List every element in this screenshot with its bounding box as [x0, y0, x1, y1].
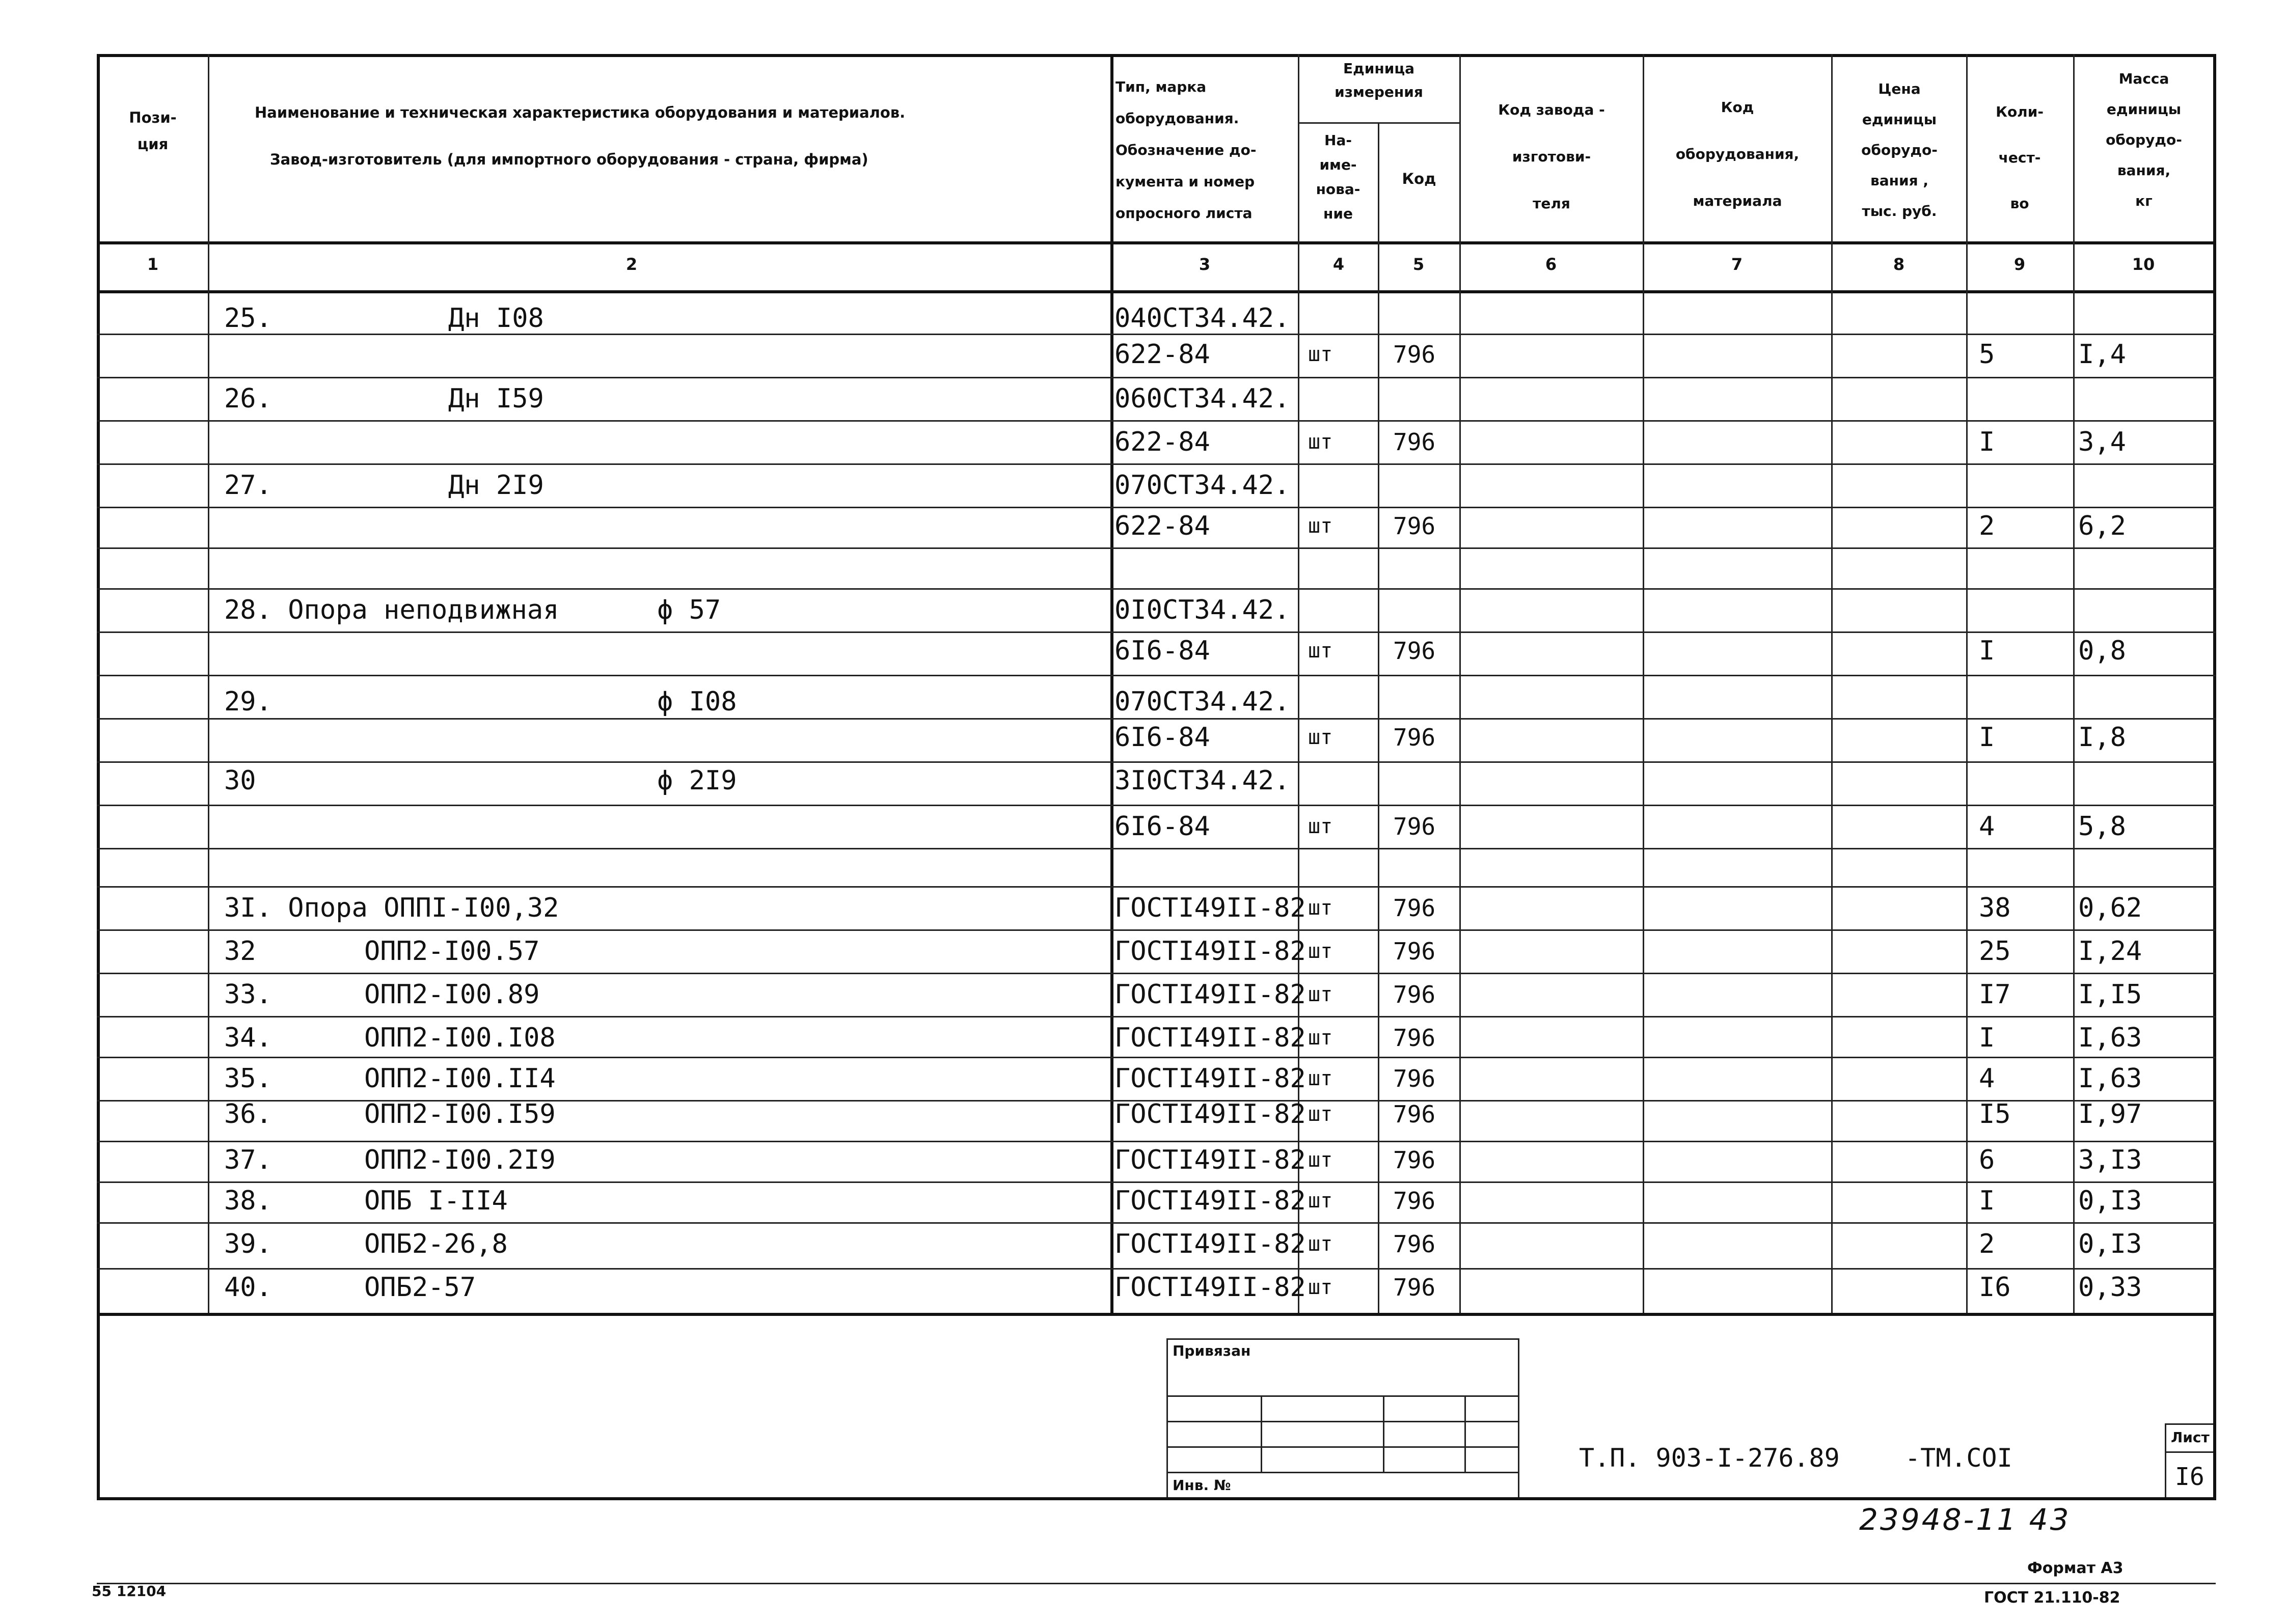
header-col3: Тип, марка оборудования. Обозначение до- кумента и номер опросного листа: [1115, 78, 1257, 222]
row-unit-code: 796: [1393, 1230, 1436, 1258]
row-unit-code: 796: [1393, 1100, 1436, 1128]
row-mass: 3,I3: [2078, 1145, 2142, 1175]
row-name-detail: ОПП2-I00.2I9: [364, 1145, 556, 1175]
inventory-label: Инв. №: [1173, 1477, 1231, 1494]
format-label: Формат А3: [2027, 1559, 2124, 1577]
row-unit: шт: [1308, 726, 1333, 749]
row-unit-code: 796: [1393, 981, 1436, 1008]
header-col4: На- име- нова- ние: [1316, 132, 1360, 222]
row-name-detail: ОПБ2-57: [364, 1272, 476, 1303]
row-unit: шт: [1308, 343, 1333, 366]
row-name: 29.: [224, 686, 272, 717]
row-quantity: I: [1979, 1186, 1995, 1216]
row-quantity: 25: [1979, 936, 2011, 967]
row-name: 27.: [224, 470, 272, 501]
header-col5: Код: [1402, 170, 1436, 187]
document-suffix: -ТМ.COI: [1905, 1443, 2012, 1473]
col-number: 10: [2132, 255, 2155, 274]
row-document: ГОСТI49II-82: [1114, 1063, 1306, 1094]
row-unit: шт: [1308, 940, 1333, 963]
row-document: ГОСТI49II-82: [1114, 1145, 1306, 1175]
row-name: 37.: [224, 1145, 272, 1175]
row-quantity: I: [1979, 636, 1995, 666]
row-name-detail: ОПБ I-II4: [364, 1186, 508, 1216]
row-unit-code: 796: [1393, 1274, 1436, 1301]
row-quantity: 38: [1979, 893, 2011, 923]
row-document: ГОСТI49II-82: [1114, 1023, 1306, 1053]
row-unit: шт: [1308, 639, 1333, 663]
col-number: 7: [1731, 255, 1743, 274]
row-mass: I,24: [2078, 936, 2142, 967]
row-document: ГОСТI49II-82: [1114, 979, 1306, 1010]
row-name: 25.: [224, 303, 272, 334]
header-col2: Наименование и техническая характеристика оборудования и материалов. Завод-изготовитель (для импортного оборудования - страна, фирма): [255, 104, 906, 168]
row-name: 26.: [224, 383, 272, 414]
row-name: 38.: [224, 1186, 272, 1216]
row-name: 32: [224, 936, 256, 967]
row-name: 35.: [224, 1063, 272, 1094]
row-document: 622-84: [1114, 339, 1210, 370]
row-name: 30: [224, 765, 256, 796]
row-unit-code: 796: [1393, 1065, 1436, 1092]
document-code: Т.П. 903-I-276.89: [1579, 1443, 1840, 1473]
row-unit: шт: [1308, 1189, 1333, 1213]
row-mass: 0,I3: [2078, 1229, 2142, 1259]
row-name-detail: ϕ 57: [657, 595, 721, 625]
row-unit-code: 796: [1393, 341, 1436, 368]
row-mass: I,63: [2078, 1063, 2142, 1094]
row-quantity: 6: [1979, 1145, 1995, 1175]
header-col10: Масса единицы оборудо- вания, кг: [2106, 70, 2182, 209]
header-col1: Пози- ция: [129, 109, 177, 153]
row-document: 070СТ34.42.: [1114, 470, 1290, 501]
row-document: 040СТ34.42.: [1114, 303, 1290, 334]
header-col8: Цена единицы оборудо- вания , тыс. руб.: [1861, 80, 1938, 219]
row-unit: шт: [1308, 430, 1333, 454]
row-name: 3I. Опора ОППI-I00,32: [224, 893, 559, 923]
row-document: 060СТ34.42.: [1114, 383, 1290, 414]
row-name: 33.: [224, 979, 272, 1010]
row-unit-code: 796: [1393, 813, 1436, 840]
row-document: 622-84: [1114, 511, 1210, 541]
row-document: ГОСТI49II-82: [1114, 893, 1306, 923]
row-name-detail: ОПП2-I00.57: [364, 936, 540, 967]
row-mass: 0,I3: [2078, 1186, 2142, 1216]
left-code: 55 12104: [92, 1583, 167, 1600]
row-unit-code: 796: [1393, 428, 1436, 456]
row-unit: шт: [1308, 1103, 1333, 1126]
row-document: ГОСТI49II-82: [1114, 1186, 1306, 1216]
row-quantity: 4: [1979, 1063, 1995, 1094]
row-document: ГОСТI49II-82: [1114, 1272, 1306, 1303]
row-name: 28. Опора неподвижная: [224, 595, 559, 625]
row-document: 0I0СТ34.42.: [1114, 595, 1290, 625]
row-name-detail: ϕ I08: [657, 686, 737, 717]
row-quantity: I6: [1979, 1272, 2011, 1303]
row-document: ГОСТI49II-82: [1114, 936, 1306, 967]
handwritten-number: 23948-11 43: [1859, 1502, 2071, 1537]
row-mass: I,97: [2078, 1099, 2142, 1130]
row-unit: шт: [1308, 1067, 1333, 1090]
row-unit: шт: [1308, 1026, 1333, 1050]
header-col7: Код оборудования, материала: [1675, 99, 1800, 209]
row-unit: шт: [1308, 815, 1333, 838]
row-mass: 3,4: [2078, 427, 2126, 457]
col-number: 1: [147, 255, 159, 274]
gost-label: ГОСТ 21.110-82: [1984, 1589, 2120, 1607]
row-unit: шт: [1308, 1276, 1333, 1299]
row-name-detail: ОПП2-I00.I08: [364, 1023, 556, 1053]
row-document: 070СТ34.42.: [1114, 686, 1290, 717]
row-mass: I,8: [2078, 722, 2126, 753]
row-name: 34.: [224, 1023, 272, 1053]
col-number: 8: [1893, 255, 1905, 274]
row-name-detail: Дн I59: [448, 383, 544, 414]
col-number: 4: [1332, 255, 1345, 274]
header-col9: Коли- чест- во: [1996, 103, 2044, 212]
col-number: 6: [1545, 255, 1557, 274]
row-mass: I,63: [2078, 1023, 2142, 1053]
row-name: 39.: [224, 1229, 272, 1259]
row-name-detail: Дн I08: [448, 303, 544, 334]
row-name-detail: ϕ 2I9: [657, 765, 737, 796]
row-name: 40.: [224, 1272, 272, 1303]
row-name-detail: ОПП2-I00.II4: [364, 1063, 556, 1094]
row-quantity: 4: [1979, 811, 1995, 842]
col-number: 3: [1199, 255, 1211, 274]
sheet-label: Лист: [2171, 1429, 2210, 1446]
row-name-detail: Дн 2I9: [448, 470, 544, 501]
row-unit-code: 796: [1393, 637, 1436, 665]
row-document: 6I6-84: [1114, 811, 1210, 842]
row-unit: шт: [1308, 896, 1333, 920]
row-mass: 0,33: [2078, 1272, 2142, 1303]
header-unit: Единица измерения: [1335, 60, 1423, 100]
row-document: ГОСТI49II-82: [1114, 1229, 1306, 1259]
col-number: 2: [625, 255, 638, 274]
row-document: 6I6-84: [1114, 636, 1210, 666]
row-name-detail: ОПП2-I00.I59: [364, 1099, 556, 1130]
row-quantity: I: [1979, 427, 1995, 457]
row-unit-code: 796: [1393, 1187, 1436, 1215]
row-name-detail: ОПБ2-26,8: [364, 1229, 508, 1259]
row-unit: шт: [1308, 514, 1333, 538]
row-unit: шт: [1308, 1148, 1333, 1172]
row-mass: I,4: [2078, 339, 2126, 370]
row-name-detail: ОПП2-I00.89: [364, 979, 540, 1010]
row-unit-code: 796: [1393, 938, 1436, 965]
row-quantity: I7: [1979, 979, 2011, 1010]
row-mass: 0,8: [2078, 636, 2126, 666]
col-number: 9: [2013, 255, 2026, 274]
row-quantity: 2: [1979, 1229, 1995, 1259]
row-quantity: 5: [1979, 339, 1995, 370]
row-name: 36.: [224, 1099, 272, 1130]
row-mass: I,I5: [2078, 979, 2142, 1010]
row-mass: 0,62: [2078, 893, 2142, 923]
row-document: 6I6-84: [1114, 722, 1210, 753]
row-quantity: 2: [1979, 511, 1995, 541]
row-unit-code: 796: [1393, 1146, 1436, 1174]
row-unit-code: 796: [1393, 894, 1436, 922]
row-unit: шт: [1308, 983, 1333, 1006]
row-unit-code: 796: [1393, 724, 1436, 751]
row-mass: 6,2: [2078, 511, 2126, 541]
row-quantity: I: [1979, 1023, 1995, 1053]
privyazan-label: Привязан: [1173, 1342, 1251, 1359]
row-unit-code: 796: [1393, 512, 1436, 540]
sheet-number: I6: [2175, 1463, 2205, 1491]
row-quantity: I: [1979, 722, 1995, 753]
header-col6: Код завода - изготови- теля: [1498, 101, 1605, 212]
row-mass: 5,8: [2078, 811, 2126, 842]
row-document: 622-84: [1114, 427, 1210, 457]
row-document: 3I0СТ34.42.: [1114, 765, 1290, 796]
col-number: 5: [1412, 255, 1425, 274]
row-document: ГОСТI49II-82: [1114, 1099, 1306, 1130]
row-unit: шт: [1308, 1232, 1333, 1256]
row-quantity: I5: [1979, 1099, 2011, 1130]
row-unit-code: 796: [1393, 1024, 1436, 1052]
